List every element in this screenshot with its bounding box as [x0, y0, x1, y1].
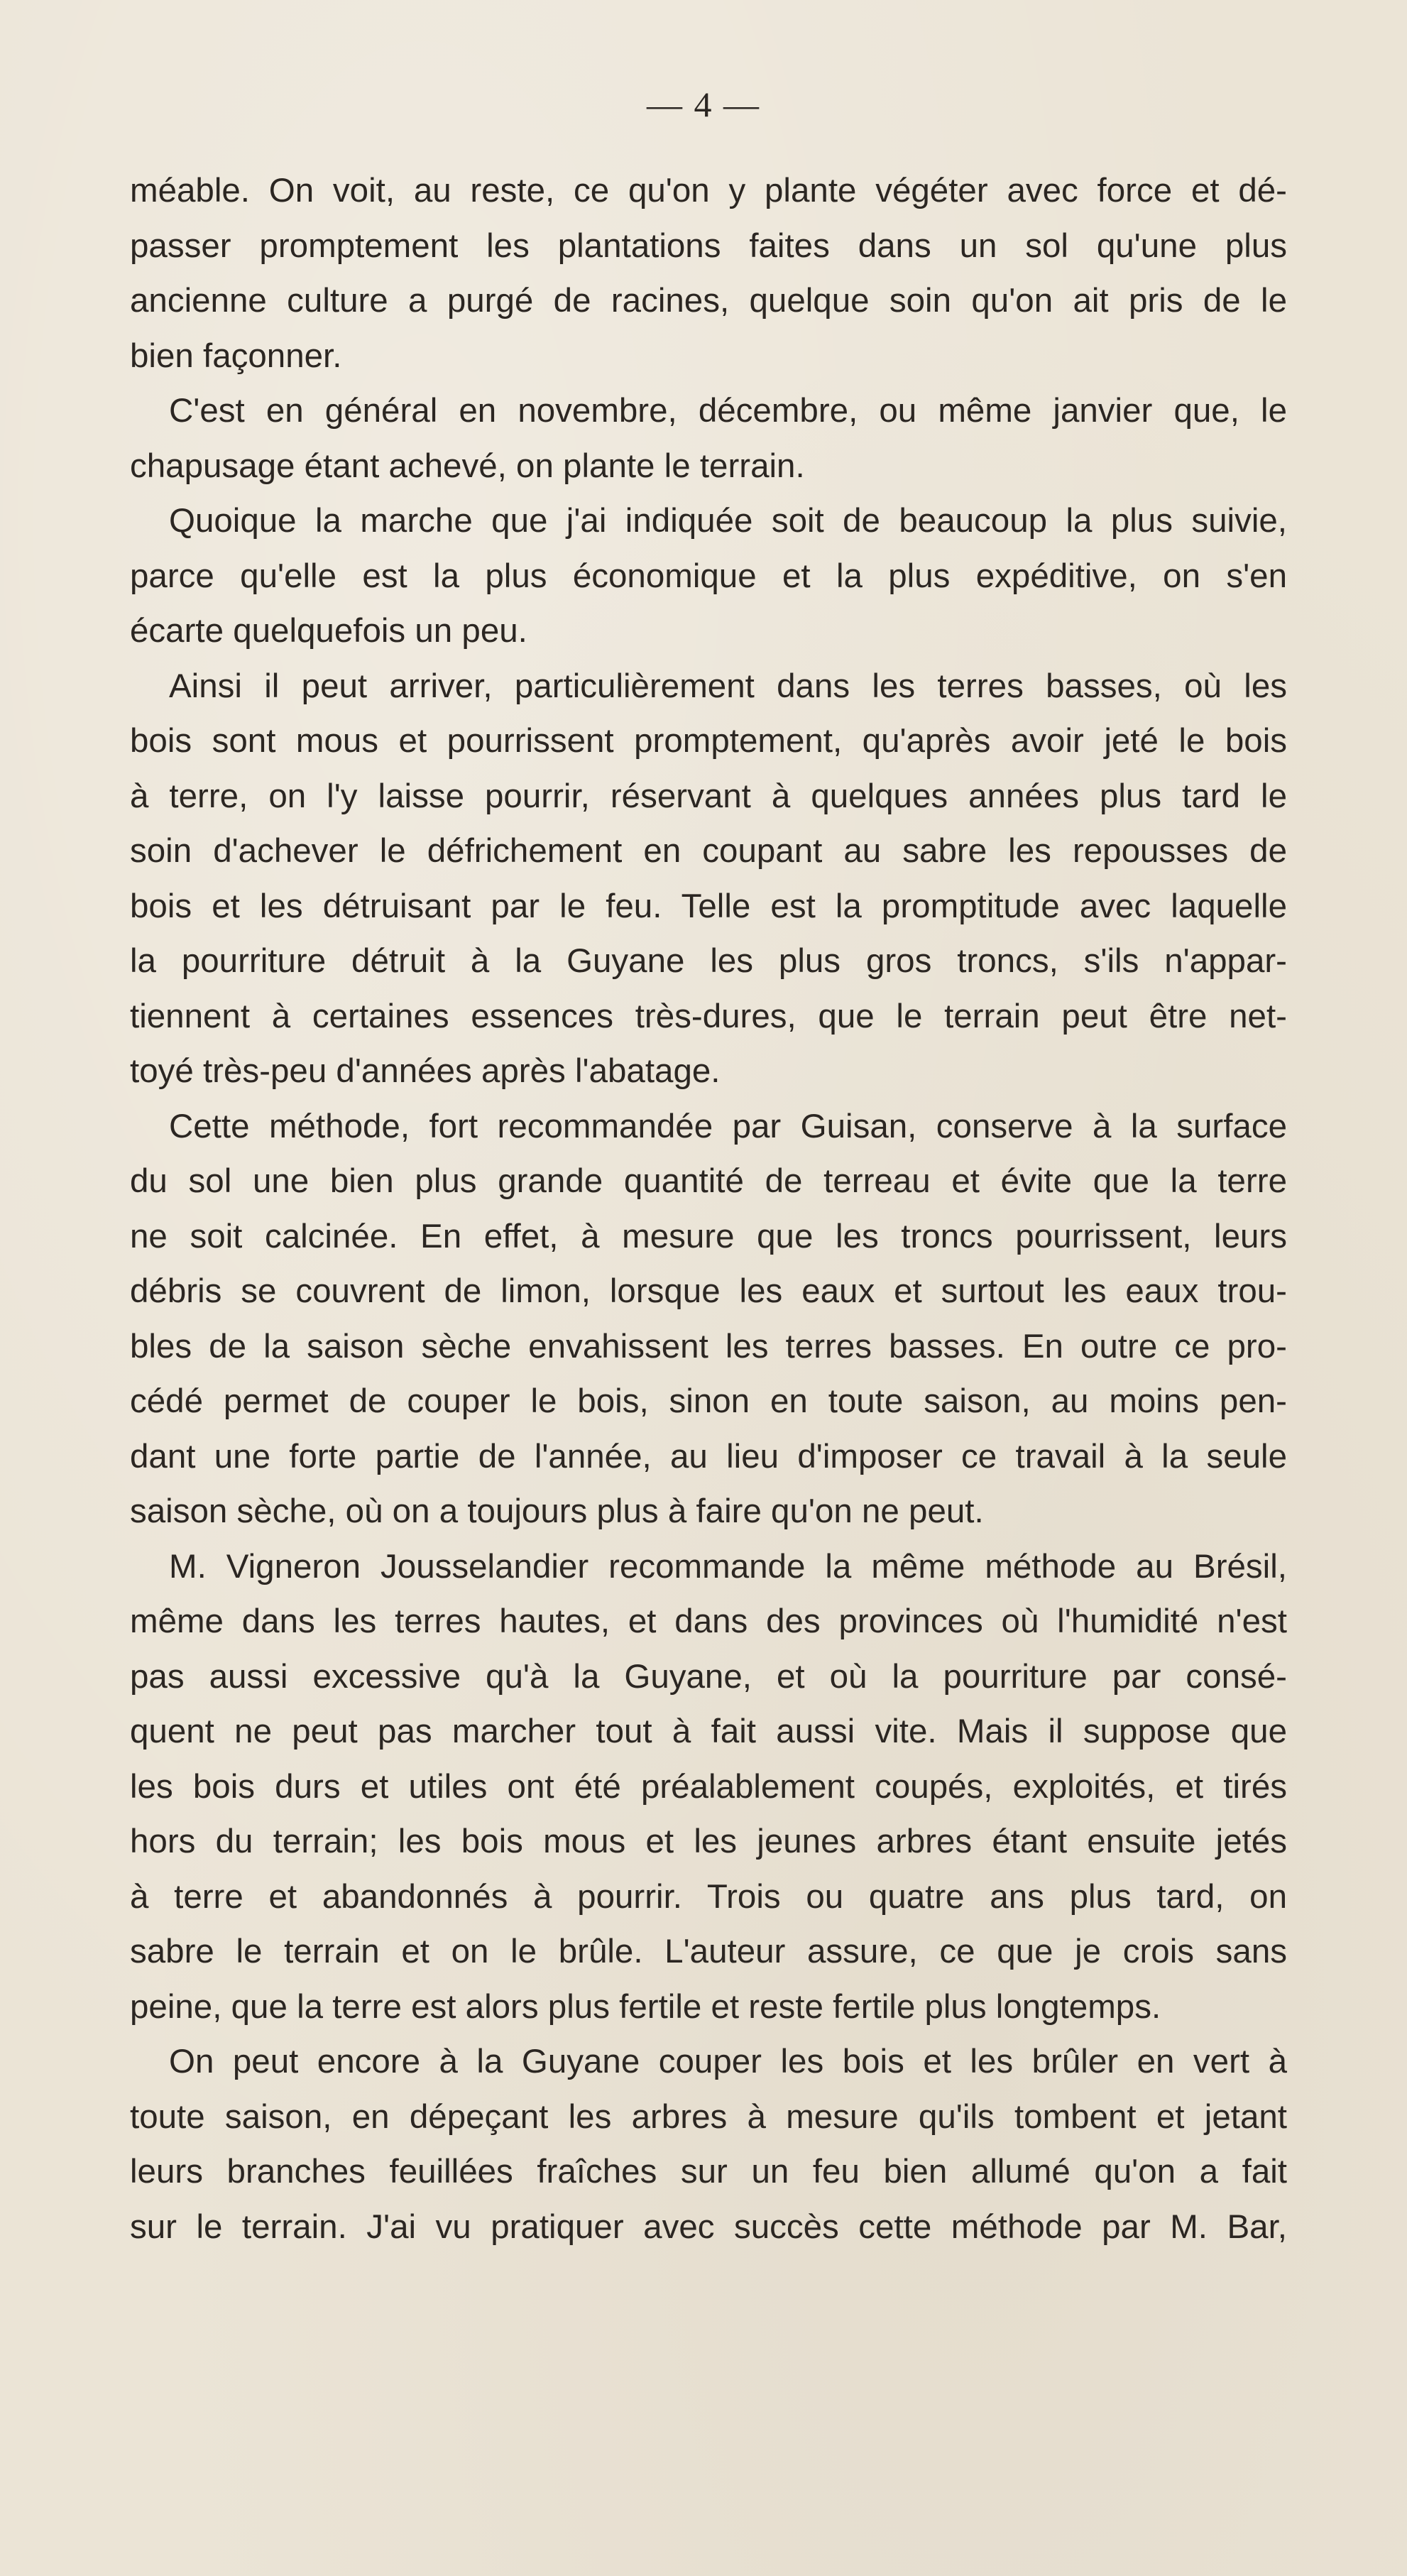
text-line: bois et les détruisant par le feu. Telle est la promptitude avec laquelle: [130, 887, 1287, 925]
text-line: cédé permet de couper le bois, sinon en toute saison, au moins pen-: [130, 1382, 1287, 1420]
text-line: saison sèche, où on a toujours plus à faire qu'on ne peut.: [130, 1492, 984, 1530]
text-line: ne soit calcinée. En effet, à mesure que les troncs pourrissent, leurs: [130, 1217, 1287, 1255]
text-line: Quoique la marche que j'ai indiquée soit de beaucoup la plus suivie,: [169, 502, 1287, 540]
text-line: sur le terrain. J'ai vu pratiquer avec succès cette méthode par M. Bar,: [130, 2207, 1287, 2246]
text-line: pas aussi excessive qu'à la Guyane, et où la pourriture par consé-: [130, 1657, 1287, 1696]
text-line: sabre le terrain et on le brûle. L'auteur assure, ce que je crois sans: [130, 1933, 1287, 1970]
text-line: toyé très-peu d'années après l'abatage.: [130, 1052, 721, 1090]
text-line: hors du terrain; les bois mous et les jeunes arbres étant ensuite jetés: [130, 1823, 1287, 1860]
text-line: les bois durs et utiles ont été préalablement coupés, exploités, et tirés: [130, 1767, 1287, 1806]
text-line: parce qu'elle est la plus économique et la plus expéditive, on s'en: [130, 557, 1287, 595]
text-line: leurs branches feuillées fraîches sur un feu bien allumé qu'on a fait: [130, 2153, 1287, 2190]
text-line: même dans les terres hautes, et dans des provinces où l'humidité n'est: [130, 1603, 1287, 1640]
text-line: à terre, on l'y laisse pourrir, réservant à quelques années plus tard le: [130, 777, 1287, 815]
text-line: la pourriture détruit à la Guyane les plus gros troncs, s'ils n'appar-: [130, 942, 1287, 980]
text-line: C'est en général en novembre, décembre, ou même janvier que, le: [169, 392, 1287, 430]
text-line: ancienne culture a purgé de racines, quelque soin qu'on ait pris de le: [130, 282, 1287, 320]
text-line: toute saison, en dépeçant les arbres à mesure qu'ils tombent et jetant: [130, 2097, 1287, 2136]
text-line: quent ne peut pas marcher tout à fait aussi vite. Mais il suppose que: [130, 1713, 1287, 1750]
text-line: débris se couvrent de limon, lorsque les eaux et surtout les eaux trou-: [130, 1272, 1287, 1310]
text-line: bles de la saison sèche envahissent les terres basses. En outre ce pro-: [130, 1327, 1287, 1365]
text-line: Ainsi il peut arriver, particulièrement dans les terres basses, où les: [169, 667, 1287, 705]
text-line: On peut encore à la Guyane couper les bois et les brûler en vert à: [169, 2043, 1287, 2080]
text-line: dant une forte partie de l'année, au lieu d'imposer ce travail à la seule: [130, 1437, 1287, 1475]
text-line: soin d'achever le défrichement en coupant au sabre les repousses de: [130, 832, 1287, 870]
text-line: Cette méthode, fort recommandée par Guisan, conserve à la surface: [169, 1107, 1287, 1145]
body-text: [130, 163, 1287, 2254]
text-line: bois sont mous et pourrissent promptement, qu'après avoir jeté le bois: [130, 722, 1287, 760]
text-line: peine, que la terre est alors plus fertile et reste fertile plus longtemps.: [130, 1987, 1161, 2026]
text-line: passer promptement les plantations faites dans un sol qu'une plus: [130, 227, 1287, 265]
text-line: méable. On voit, au reste, ce qu'on y plante végéter avec force et dé-: [130, 172, 1287, 209]
text-line: à terre et abandonnés à pourrir. Trois ou quatre ans plus tard, on: [130, 1877, 1287, 1916]
text-line: chapusage étant achevé, on plante le terrain.: [130, 447, 805, 485]
text-line: M. Vigneron Jousselandier recommande la même méthode au Brésil,: [169, 1547, 1287, 1586]
text-line: bien façonner.: [130, 337, 342, 375]
page-number: — 4 —: [647, 84, 760, 124]
text-line: écarte quelquefois un peu.: [130, 612, 527, 650]
text-line: du sol une bien plus grande quantité de terreau et évite que la terre: [130, 1162, 1287, 1200]
text-line: tiennent à certaines essences très-dures, que le terrain peut être net-: [130, 997, 1287, 1035]
